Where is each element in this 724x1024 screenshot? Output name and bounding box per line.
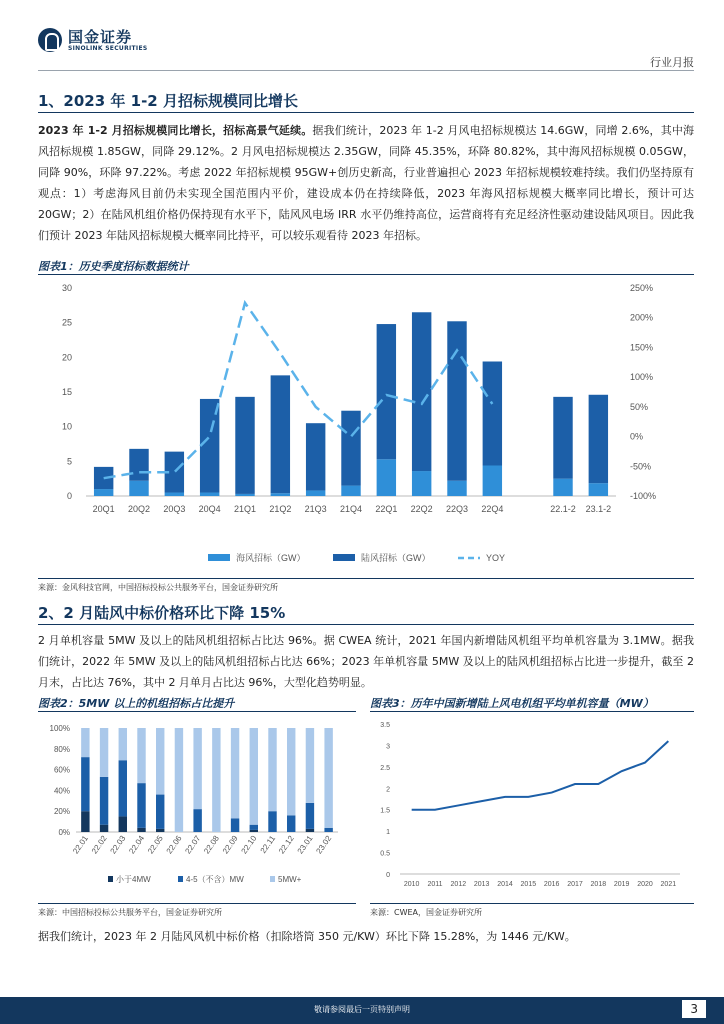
bar-onshore: [483, 361, 502, 465]
y2-tick-label: 200%: [630, 312, 654, 323]
bar-offshore: [306, 490, 325, 496]
y2-tick-label: -100%: [630, 491, 657, 501]
figure3-title: 图表3：历年中国新增陆上风电机组平均单机容量（MW）: [370, 697, 654, 710]
y-tick-label: 1: [386, 829, 390, 837]
bar-onshore: [306, 423, 325, 490]
x-tick-label: 22.06: [164, 833, 184, 856]
y-tick-label: 5: [66, 456, 72, 467]
y-tick-label: 2.5: [380, 764, 390, 772]
figure2-source: 来源：中国招标投标公共服务平台，国金证券研究所: [38, 908, 222, 917]
bar-5mw-plus: [212, 728, 220, 832]
closing-paragraph: 据我们统计，2023 年 2 月陆风风机中标价格（扣除塔筒 350 元/KW）环比下降 15.28%，为 1446 元/KW。: [38, 930, 576, 943]
y-tick-label: 30: [61, 283, 72, 293]
bar-4-5mw: [193, 809, 201, 832]
bar-offshore: [271, 493, 290, 496]
y-tick-label: 60%: [53, 765, 70, 775]
series-line-capacity: [412, 741, 669, 810]
bar-under-4mw: [156, 829, 164, 832]
x-tick-label: 22Q2: [410, 504, 433, 514]
bar-5mw-plus: [231, 728, 239, 818]
company-logo: [38, 28, 147, 52]
bar-offshore: [447, 481, 466, 496]
x-tick-label: 22.09: [220, 833, 240, 856]
bar-under-4mw: [119, 816, 127, 832]
x-tick-label: 21Q2: [269, 504, 292, 514]
bar-onshore: [412, 312, 431, 471]
bar-4-5mw: [250, 825, 258, 830]
bar-under-4mw: [100, 825, 108, 832]
logo-icon: [38, 28, 62, 52]
section1-divider: [38, 112, 694, 113]
bar-5mw-plus: [175, 728, 183, 832]
bar-onshore: [271, 375, 290, 493]
y-tick-label: 20: [61, 352, 72, 363]
bar-under-4mw: [306, 829, 314, 832]
x-tick-label: 2011: [427, 881, 443, 888]
bar-onshore: [447, 321, 466, 480]
page-header: [0, 0, 724, 70]
bar-4-5mw: [137, 783, 145, 828]
y-tick-label: 1.5: [380, 807, 390, 815]
y-tick-label: 100%: [49, 724, 70, 733]
bar-4-5mw: [81, 757, 89, 811]
series-line-yoy: [104, 303, 493, 478]
x-tick-label: 20Q1: [92, 504, 115, 514]
x-tick-label: 2016: [543, 881, 560, 888]
y-tick-label: 3: [386, 743, 390, 751]
y2-tick-label: -50%: [630, 461, 652, 472]
y2-tick-label: 0%: [630, 431, 644, 442]
x-tick-label: 22.08: [202, 833, 221, 856]
x-tick-label: 22.11: [258, 833, 278, 856]
bar-onshore: [235, 397, 254, 494]
y2-tick-label: 50%: [630, 401, 649, 412]
figure3-top-rule: [370, 711, 694, 712]
bar-under-4mw: [250, 830, 258, 832]
x-tick-label: 22.10: [239, 833, 259, 856]
bar-under-4mw: [137, 828, 145, 832]
bar-5mw-plus: [324, 728, 332, 828]
section2-divider: [38, 624, 694, 625]
bar-4-5mw: [231, 818, 239, 832]
bar-onshore: [129, 449, 148, 481]
bar-offshore: [235, 494, 254, 496]
figure1-top-rule: [38, 274, 694, 275]
bar-offshore: [377, 459, 396, 496]
x-tick-label: 2018: [590, 881, 607, 888]
bar-onshore: [377, 324, 396, 459]
bar-5mw-plus: [268, 728, 276, 811]
figure1-chart: [38, 276, 694, 576]
bar-5mw-plus: [306, 728, 314, 803]
x-tick-label: 21Q3: [304, 504, 327, 514]
x-tick-label: 20Q4: [198, 504, 221, 514]
bar-onshore: [341, 411, 360, 486]
legend-swatch: [270, 876, 275, 882]
bar-offshore: [589, 483, 608, 496]
y-tick-label: 80%: [53, 744, 70, 754]
x-tick-label: 22.02: [89, 833, 109, 856]
bar-5mw-plus: [137, 728, 145, 783]
bar-onshore: [589, 395, 608, 483]
legend-offshore-swatch: [208, 554, 230, 561]
legend-onshore-label: 陆风招标（GW）: [361, 553, 431, 563]
logo-name-cn: 国金证券: [68, 27, 133, 46]
x-tick-label: 2013: [473, 881, 490, 888]
bar-offshore: [165, 493, 184, 496]
bar-5mw-plus: [250, 728, 258, 825]
section1-lead: 2023 年 1-2 月招标规模同比增长，招标高景气延续。: [38, 124, 313, 137]
bar-5mw-plus: [287, 728, 295, 815]
bar-offshore: [483, 465, 502, 496]
legend-label: 5MW+: [278, 875, 302, 884]
y-tick-label: 0: [386, 872, 390, 879]
figure1-title: 图表1：历史季度招标数据统计: [38, 260, 189, 273]
y-tick-label: 15: [61, 387, 72, 397]
x-tick-label: 22.01: [71, 833, 90, 856]
x-tick-label: 20Q2: [127, 504, 151, 514]
legend-label: 小于4MW: [116, 875, 151, 884]
bar-4-5mw: [324, 828, 332, 832]
section1-paragraph: [38, 120, 694, 246]
legend-yoy-label: YOY: [486, 553, 506, 563]
y-tick-label: 40%: [53, 786, 70, 796]
bar-4-5mw: [287, 815, 295, 832]
section1-body: 据我们统计，2023 年 1-2 月风电招标规模达 14.6GW，同增 2.6%，其中海风招标规模 1.85GW，同降 29.12%。2 月风电招标规模达 2.35GW，同降 45.35%，环降 80.82%，其中海风招标规模 0.05GW，同降 90%，环降 97.22%。考虑 2022 年招标规模 95GW+创历史新高，行业普遍担心 2023 年招标规模较难持续。我们仍坚持原有观点：1）考虑海风目前仍未实现全国范围内平价，建设成本仍在持续降低，2023 年海风招标规模大概率同比增长，预计可达 20GW；2）在陆风机组价格仍保持现有水平下，陆风风电场 IRR 水平仍维持高位，运营商将有充足经济性驱动建设陆风项目。因此我们预计 2023 年陆风招标规模大概率同比持平，可以较乐观看待 2023 年招标。: [38, 124, 695, 242]
bar-4-5mw: [100, 777, 108, 825]
y-tick-label: 10: [61, 421, 72, 432]
bar-4-5mw: [156, 795, 164, 829]
figure3-chart: [370, 714, 694, 902]
figure2-title: 图表2：5MW 以上的机组招标占比提升: [38, 697, 235, 710]
x-tick-label: 22.07: [183, 833, 203, 856]
page-number: 3: [682, 1000, 706, 1018]
bar-5mw-plus: [193, 728, 201, 809]
x-tick-label: 22.1-2: [550, 504, 576, 514]
bar-4-5mw: [268, 811, 276, 832]
x-tick-label: 2014: [497, 881, 513, 888]
x-tick-label: 23.02: [314, 833, 334, 856]
y2-tick-label: 100%: [630, 372, 654, 383]
x-tick-label: 2020: [637, 881, 653, 888]
bar-offshore: [129, 481, 148, 496]
bar-offshore: [94, 489, 113, 496]
figure2-chart: [38, 714, 356, 902]
x-tick-label: 20Q3: [163, 504, 186, 514]
x-tick-label: 21Q4: [339, 504, 363, 514]
doc-type: 行业月报: [650, 56, 694, 69]
figure3-bottom-rule: [370, 903, 694, 904]
section1-title: 1、2023 年 1-2 月招标规模同比增长: [38, 92, 298, 110]
y-tick-label: 0%: [58, 828, 70, 837]
header-divider: [38, 70, 694, 71]
section2-title: 2、2 月陆风中标价格环比下降 15%: [38, 604, 286, 622]
y-tick-label: 3.5: [380, 722, 390, 729]
y2-tick-label: 250%: [630, 283, 654, 293]
y2-tick-label: 150%: [630, 342, 654, 353]
footer-disclaimer: 敬请参阅最后一页特别声明: [314, 1005, 410, 1014]
bar-4-5mw: [306, 803, 314, 829]
figure1-bottom-rule: [38, 578, 694, 579]
y-tick-label: 2: [386, 786, 390, 794]
legend-swatch: [178, 876, 183, 882]
bar-under-4mw: [81, 811, 89, 832]
figure2-top-rule: [38, 711, 356, 712]
x-tick-label: 22.05: [145, 833, 165, 856]
x-tick-label: 22.12: [276, 833, 296, 856]
legend-onshore-swatch: [333, 554, 355, 561]
figure3-source: 来源：CWEA，国金证券研究所: [370, 908, 483, 917]
y-tick-label: 0.5: [380, 850, 390, 858]
bar-5mw-plus: [81, 728, 89, 757]
x-tick-label: 2010: [403, 881, 420, 888]
logo-name-en: SINOLINK SECURITIES: [68, 44, 148, 52]
x-tick-label: 22Q3: [445, 504, 469, 514]
x-tick-label: 2015: [520, 881, 537, 888]
y-tick-label: 0: [66, 491, 72, 501]
x-tick-label: 22.03: [108, 833, 128, 856]
legend-offshore-label: 海风招标（GW）: [236, 553, 306, 563]
bar-5mw-plus: [119, 728, 127, 760]
x-tick-label: 2021: [660, 881, 677, 888]
bar-offshore: [341, 486, 360, 496]
x-tick-label: 22Q1: [375, 504, 398, 514]
bar-4-5mw: [119, 760, 127, 816]
x-tick-label: 23.01: [295, 833, 315, 856]
x-tick-label: 22.04: [127, 833, 147, 856]
bar-offshore: [200, 493, 219, 496]
figure2-bottom-rule: [38, 903, 356, 904]
bar-5mw-plus: [100, 728, 108, 777]
x-tick-label: 2012: [450, 881, 467, 888]
x-tick-label: 21Q1: [233, 504, 257, 514]
y-tick-label: 20%: [53, 807, 70, 817]
bar-5mw-plus: [156, 728, 164, 795]
x-tick-label: 23.1-2: [585, 504, 612, 514]
bar-offshore: [412, 471, 431, 496]
figure1-source: 来源：金风科技官网，中国招标投标公共服务平台，国金证券研究所: [38, 583, 278, 592]
x-tick-label: 2017: [567, 881, 583, 888]
x-tick-label: 22Q4: [481, 504, 504, 514]
bar-offshore: [553, 479, 572, 496]
x-tick-label: 2019: [613, 881, 630, 888]
y-tick-label: 25: [61, 317, 72, 328]
section2-paragraph: 2 月单机容量 5MW 及以上的陆风机组招标占比达 96%。据 CWEA 统计，2021 年国内新增陆风机组平均单机容量为 3.1MW。据我们统计，2022 年 5MW 及以上的陆风机组招标占比达 66%；2023 年单机容量 5MW 及以上的陆风机组招标占比进一步提升，截至 2 月末，占比达 76%，其中 2 月单月占比达 96%，大型化趋势明显。: [38, 634, 694, 689]
legend-label: 4-5（不含）MW: [186, 875, 244, 884]
bar-onshore: [553, 397, 572, 479]
legend-swatch: [108, 876, 113, 882]
